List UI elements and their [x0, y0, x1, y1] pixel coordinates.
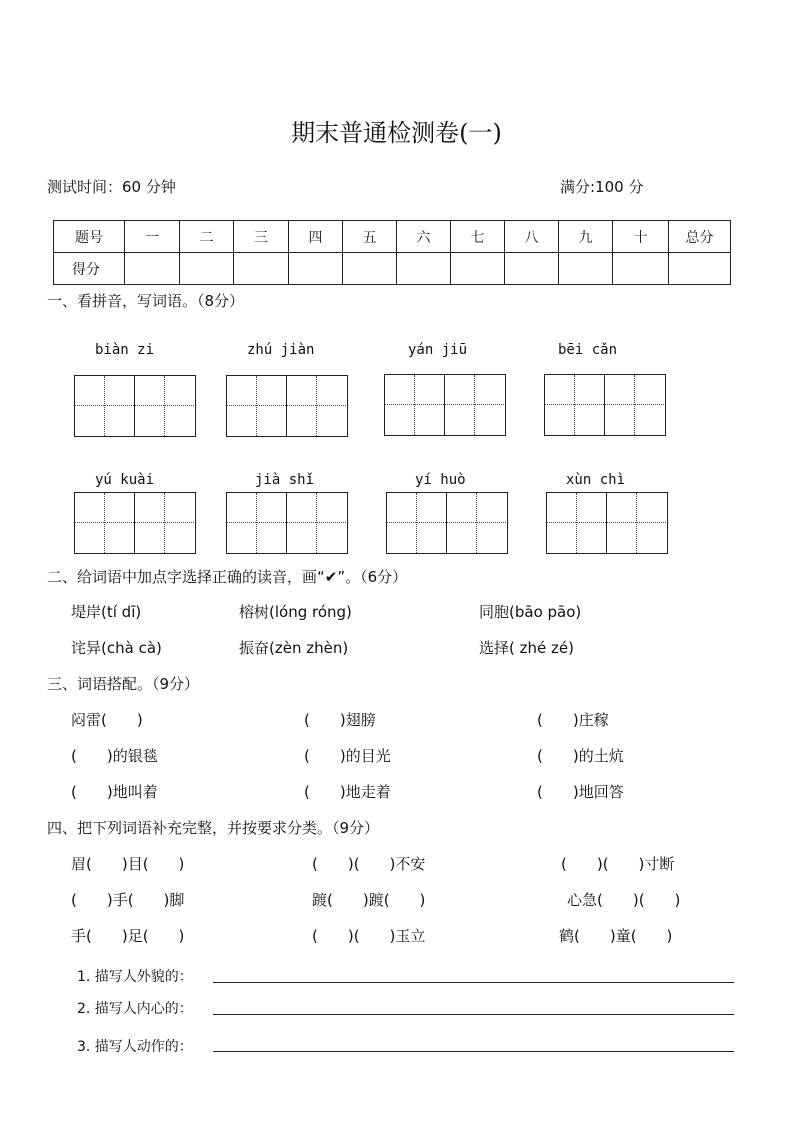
table-cell: 十 [613, 221, 669, 253]
section-2-heading: 二、给词语中加点字选择正确的读音，画“✔”。（6分） [47, 568, 408, 586]
pinyin-label: jià shǐ [255, 472, 315, 488]
writing-grid[interactable] [384, 374, 506, 436]
fill-blank-item[interactable]: ( )的银毯 [71, 747, 158, 765]
reading-choice-item[interactable]: 堤岸(tí dī) [71, 603, 142, 621]
answer-line[interactable] [213, 982, 734, 983]
writing-grid[interactable] [74, 375, 196, 437]
test-time: 测试时间：60 分钟 [47, 178, 176, 196]
pinyin-label: yán jiū [408, 342, 468, 358]
score-input-cell[interactable] [180, 253, 234, 285]
reading-choice-item[interactable]: 选择( zhé zé) [479, 639, 574, 657]
idiom-blank-item[interactable]: 眉( )目( ) [71, 855, 185, 873]
reading-choice-item[interactable]: 榕树(lóng róng) [239, 603, 352, 621]
fill-blank-item[interactable]: 闷雷( ) [71, 711, 143, 729]
classify-label: 3. 描写人动作的： [77, 1039, 193, 1055]
score-input-cell[interactable] [613, 253, 669, 285]
writing-grid[interactable] [226, 492, 348, 554]
idiom-blank-item[interactable]: 鹤( )童( ) [559, 927, 673, 945]
idiom-blank-item[interactable]: ( )手( )脚 [71, 891, 185, 909]
answer-line[interactable] [213, 1014, 734, 1015]
idiom-blank-item[interactable]: 心急( )( ) [567, 891, 681, 909]
table-cell: 题号 [54, 221, 125, 253]
score-input-cell[interactable] [559, 253, 613, 285]
fill-blank-item[interactable]: ( )地回答 [537, 783, 624, 801]
section-3-heading: 三、词语搭配。（9分） [47, 675, 200, 693]
table-cell: 总分 [669, 221, 731, 253]
section-4-heading: 四、把下列词语补充完整，并按要求分类。（9分） [47, 819, 380, 837]
idiom-blank-item[interactable]: 踱( )踱( ) [312, 891, 426, 909]
table-cell: 五 [343, 221, 397, 253]
score-input-cell[interactable] [669, 253, 731, 285]
reading-choice-item[interactable]: 振奋(zèn zhèn) [239, 639, 349, 657]
table-cell: 一 [125, 221, 180, 253]
writing-grid[interactable] [546, 492, 668, 554]
score-table-score-row [54, 253, 731, 285]
score-input-cell[interactable] [125, 253, 180, 285]
idiom-blank-item[interactable]: ( )( )不安 [312, 855, 426, 873]
score-input-cell[interactable] [397, 253, 451, 285]
reading-choice-item[interactable]: 同胞(bāo pāo) [479, 603, 582, 621]
score-input-cell[interactable] [451, 253, 505, 285]
page-title: 期末普通检测卷(一) [291, 119, 502, 147]
table-cell: 六 [397, 221, 451, 253]
section-1-heading: 一、看拼音，写词语。（8分） [47, 292, 245, 310]
pinyin-label: yú kuài [95, 472, 155, 488]
score-input-cell[interactable] [234, 253, 289, 285]
fill-blank-item[interactable]: ( )的目光 [304, 747, 391, 765]
writing-grid[interactable] [74, 492, 196, 554]
idiom-blank-item[interactable]: ( )( )寸断 [561, 855, 675, 873]
table-cell: 得分 [54, 253, 125, 285]
pinyin-label: xùn chì [566, 472, 626, 488]
pinyin-label: biàn zi [95, 342, 155, 358]
answer-line[interactable] [213, 1051, 734, 1052]
score-input-cell[interactable] [343, 253, 397, 285]
pinyin-label: zhú jiàn [247, 342, 315, 358]
reading-choice-item[interactable]: 诧异(chà cà) [71, 639, 162, 657]
score-table [53, 220, 731, 285]
table-cell: 九 [559, 221, 613, 253]
table-cell: 四 [289, 221, 343, 253]
score-input-cell[interactable] [505, 253, 559, 285]
table-cell: 八 [505, 221, 559, 253]
idiom-blank-item[interactable]: ( )( )玉立 [312, 927, 426, 945]
classify-label: 1. 描写人外貌的： [77, 969, 193, 985]
pinyin-label: yí huò [415, 472, 466, 488]
table-cell: 七 [451, 221, 505, 253]
fill-blank-item[interactable]: ( )地叫着 [71, 783, 158, 801]
fill-blank-item[interactable]: ( )的土炕 [537, 747, 624, 765]
writing-grid[interactable] [544, 374, 666, 436]
writing-grid[interactable] [226, 375, 348, 437]
fill-blank-item[interactable]: ( )地走着 [304, 783, 391, 801]
pinyin-label: bēi cǎn [558, 342, 618, 358]
fill-blank-item[interactable]: ( )庄稼 [537, 711, 609, 729]
idiom-blank-item[interactable]: 手( )足( ) [71, 927, 185, 945]
table-cell: 三 [234, 221, 289, 253]
score-table-header-row [54, 221, 731, 253]
fill-blank-item[interactable]: ( )翅膀 [304, 711, 376, 729]
table-cell: 二 [180, 221, 234, 253]
score-input-cell[interactable] [289, 253, 343, 285]
full-score: 满分:100 分 [560, 178, 644, 196]
writing-grid[interactable] [386, 492, 508, 554]
classify-label: 2. 描写人内心的： [77, 1001, 193, 1017]
